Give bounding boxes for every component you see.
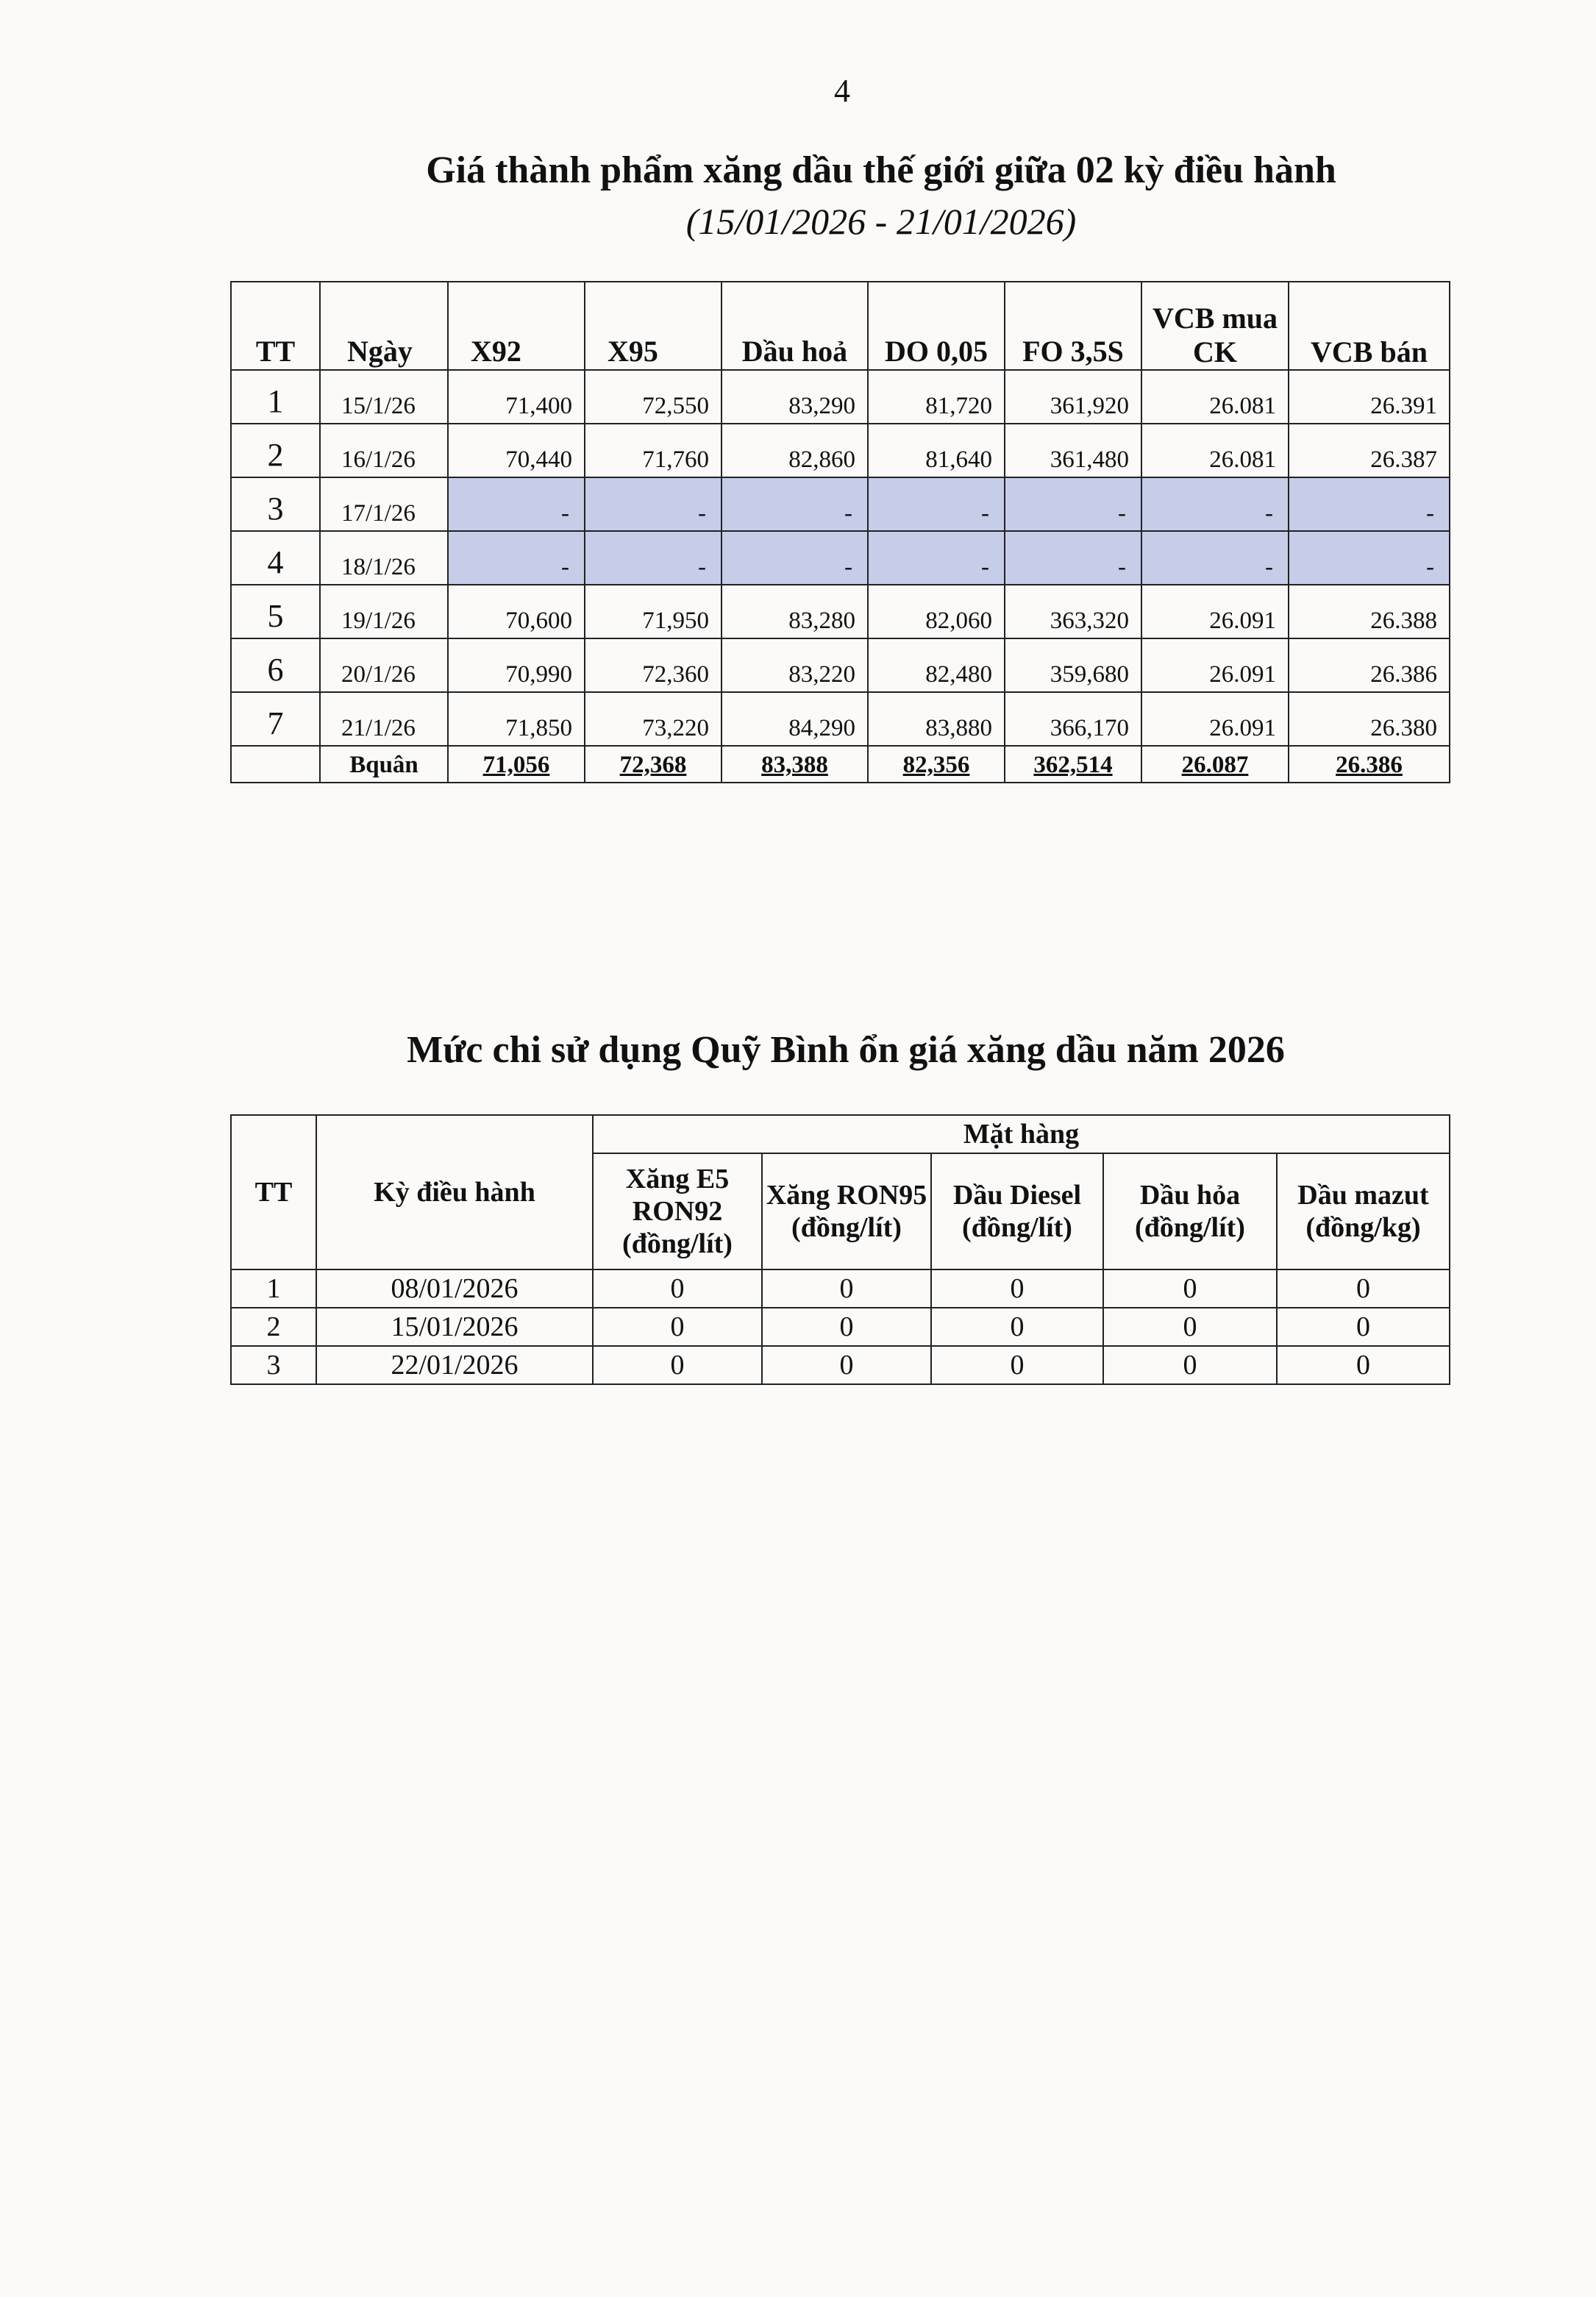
row-tt: 2 xyxy=(231,424,320,477)
t2-header-period: Kỳ điều hành xyxy=(316,1115,593,1269)
row-value: 0 xyxy=(1103,1269,1277,1308)
table1-header-row xyxy=(231,282,1450,370)
row-value: 84,290 xyxy=(722,692,868,746)
row-value: - xyxy=(448,531,585,585)
header-tt: TT xyxy=(231,282,320,370)
row-value: 0 xyxy=(1103,1346,1277,1384)
row-period: 08/01/2026 xyxy=(316,1269,593,1308)
header-kerosene: Dầu hoả xyxy=(722,282,868,370)
row-value: 366,170 xyxy=(1005,692,1141,746)
row-value: 82,480 xyxy=(868,638,1005,692)
row-tt: 3 xyxy=(231,1346,316,1384)
avg-value: 26.087 xyxy=(1141,746,1289,783)
row-value: 26.091 xyxy=(1141,585,1289,638)
t2-header-e5: Xăng E5 RON92 (đồng/lít) xyxy=(593,1153,762,1269)
row-value: 26.081 xyxy=(1141,424,1289,477)
row-value: - xyxy=(868,531,1005,585)
avg-label: Bquân xyxy=(320,746,448,783)
header-do: DO 0,05 xyxy=(868,282,1005,370)
row-value: 83,280 xyxy=(722,585,868,638)
row-value: - xyxy=(1141,477,1289,531)
row-value: 26.380 xyxy=(1289,692,1450,746)
row-value: - xyxy=(585,477,722,531)
row-value: 0 xyxy=(593,1269,762,1308)
avg-value: 82,356 xyxy=(868,746,1005,783)
row-value: - xyxy=(448,477,585,531)
table1-subtitle: (15/01/2026 - 21/01/2026) xyxy=(685,201,1077,242)
t2-header-mazut: Dầu mazut (đồng/kg) xyxy=(1277,1153,1450,1269)
row-value: - xyxy=(722,531,868,585)
table-row xyxy=(231,1346,1450,1384)
row-tt: 3 xyxy=(231,477,320,531)
row-value: - xyxy=(1289,531,1450,585)
row-value: 0 xyxy=(762,1346,931,1384)
t2-header-group: Mặt hàng xyxy=(593,1115,1450,1153)
row-value: 0 xyxy=(1103,1308,1277,1346)
row-value: 83,220 xyxy=(722,638,868,692)
header-fo: FO 3,5S xyxy=(1005,282,1141,370)
row-value: 0 xyxy=(762,1269,931,1308)
row-value: 83,290 xyxy=(722,370,868,424)
avg-value: 71,056 xyxy=(448,746,585,783)
row-value: 361,920 xyxy=(1005,370,1141,424)
row-value: 0 xyxy=(931,1269,1103,1308)
table-row xyxy=(231,1269,1450,1308)
t2-header-kerosene: Dầu hỏa (đồng/lít) xyxy=(1103,1153,1277,1269)
row-value: - xyxy=(722,477,868,531)
row-value: 26.388 xyxy=(1289,585,1450,638)
header-vcb-sell: VCB bán xyxy=(1289,282,1450,370)
row-value: 0 xyxy=(931,1308,1103,1346)
row-value: 71,760 xyxy=(585,424,722,477)
header-x95: X95 xyxy=(585,282,722,370)
row-value: 70,600 xyxy=(448,585,585,638)
row-tt: 1 xyxy=(231,370,320,424)
row-period: 15/01/2026 xyxy=(316,1308,593,1346)
row-value: 359,680 xyxy=(1005,638,1141,692)
row-value: 0 xyxy=(762,1308,931,1346)
row-tt: 6 xyxy=(231,638,320,692)
stabilization-fund-table xyxy=(230,1114,1450,1385)
average-row xyxy=(231,746,1450,783)
table-row xyxy=(231,638,1450,692)
row-value: 0 xyxy=(593,1308,762,1346)
row-tt: 2 xyxy=(231,1308,316,1346)
header-x92: X92 xyxy=(448,282,585,370)
table1-title: Giá thành phẩm xăng dầu thế giới giữa 02 kỳ điều hành xyxy=(426,149,1336,191)
row-value: 82,060 xyxy=(868,585,1005,638)
row-value: 0 xyxy=(1277,1346,1450,1384)
table2-title: Mức chi sử dụng Quỹ Bình ổn giá xăng dầu năm 2026 xyxy=(407,1029,1285,1071)
table-row xyxy=(231,692,1450,746)
row-value: - xyxy=(585,531,722,585)
row-value: 26.091 xyxy=(1141,692,1289,746)
row-date: 16/1/26 xyxy=(320,424,448,477)
row-value: 71,950 xyxy=(585,585,722,638)
avg-value: 26.386 xyxy=(1289,746,1450,783)
table-row xyxy=(231,531,1450,585)
row-value: 81,640 xyxy=(868,424,1005,477)
row-date: 19/1/26 xyxy=(320,585,448,638)
table-row xyxy=(231,585,1450,638)
row-value: 72,550 xyxy=(585,370,722,424)
row-value: 0 xyxy=(593,1346,762,1384)
row-value: 0 xyxy=(1277,1269,1450,1308)
row-tt: 4 xyxy=(231,531,320,585)
row-date: 18/1/26 xyxy=(320,531,448,585)
t2-header-tt: TT xyxy=(231,1115,316,1269)
avg-value: 362,514 xyxy=(1005,746,1141,783)
header-date: Ngày xyxy=(320,282,448,370)
t2-header-ron95: Xăng RON95 (đồng/lít) xyxy=(762,1153,931,1269)
avg-value: 72,368 xyxy=(585,746,722,783)
row-value: 71,400 xyxy=(448,370,585,424)
row-value: 26.387 xyxy=(1289,424,1450,477)
row-tt: 1 xyxy=(231,1269,316,1308)
row-value: 70,990 xyxy=(448,638,585,692)
row-value: - xyxy=(1005,477,1141,531)
row-tt: 5 xyxy=(231,585,320,638)
row-value: 26.081 xyxy=(1141,370,1289,424)
row-value: 71,850 xyxy=(448,692,585,746)
page-number: 4 xyxy=(834,73,850,109)
avg-empty xyxy=(231,746,320,783)
row-value: 26.391 xyxy=(1289,370,1450,424)
row-period: 22/01/2026 xyxy=(316,1346,593,1384)
row-value: - xyxy=(1141,531,1289,585)
row-value: 73,220 xyxy=(585,692,722,746)
row-value: 0 xyxy=(1277,1308,1450,1346)
row-value: - xyxy=(1289,477,1450,531)
row-value: 83,880 xyxy=(868,692,1005,746)
header-vcb-buy: VCB mua CK xyxy=(1141,282,1289,370)
row-value: 363,320 xyxy=(1005,585,1141,638)
row-date: 20/1/26 xyxy=(320,638,448,692)
row-date: 17/1/26 xyxy=(320,477,448,531)
row-value: 361,480 xyxy=(1005,424,1141,477)
table-row xyxy=(231,477,1450,531)
row-date: 21/1/26 xyxy=(320,692,448,746)
table-row xyxy=(231,370,1450,424)
row-value: 82,860 xyxy=(722,424,868,477)
row-value: 26.091 xyxy=(1141,638,1289,692)
table-row xyxy=(231,424,1450,477)
row-value: - xyxy=(868,477,1005,531)
world-price-table xyxy=(230,281,1450,783)
avg-value: 83,388 xyxy=(722,746,868,783)
row-date: 15/1/26 xyxy=(320,370,448,424)
row-value: 72,360 xyxy=(585,638,722,692)
row-tt: 7 xyxy=(231,692,320,746)
t2-header-diesel: Dầu Diesel (đồng/lít) xyxy=(931,1153,1103,1269)
row-value: 81,720 xyxy=(868,370,1005,424)
row-value: 0 xyxy=(931,1346,1103,1384)
row-value: 70,440 xyxy=(448,424,585,477)
row-value: 26.386 xyxy=(1289,638,1450,692)
table-row xyxy=(231,1308,1450,1346)
row-value: - xyxy=(1005,531,1141,585)
